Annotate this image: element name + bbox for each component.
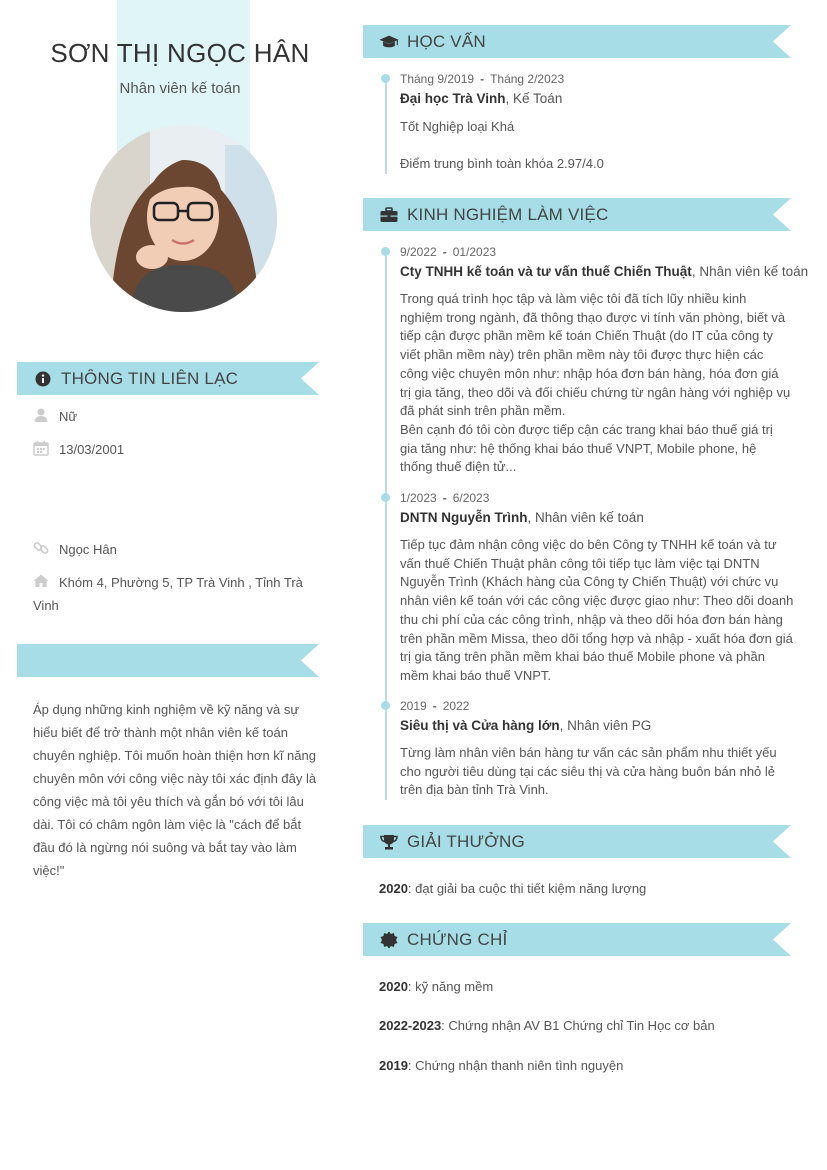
certificate-item xyxy=(379,1058,623,1073)
trophy-icon xyxy=(379,832,399,852)
job-description: Tiếp tục đảm nhận công việc do bên Công ty TNHH kế toán và tư vấn thuế Chiến Thuật phân công tôi tiếp tục làm việc tại DNTN Nguyễn Trình (Khách hàng của Công ty Chiến Thuật) với chức vụ nhân viên kế toán với các công việc được giao như: Theo dõi doanh thu chi phí của các công trình, nhập và theo dõi hóa đơn bán hàng trên phần mềm Missa, theo dõi tổng hợp và nhập - xuất hóa đơn giá trị gia tăng trên phần mềm khai báo thuế Mobile phone và phần mềm khai báo thuế VNPT. xyxy=(400,537,794,683)
certificate-item xyxy=(379,1018,715,1033)
contact-section-header xyxy=(17,362,319,395)
job-position: , Nhân viên PG xyxy=(559,718,652,733)
job-position: , Nhân viên kế toán xyxy=(527,510,644,525)
gender-row xyxy=(33,406,303,429)
user-icon xyxy=(33,407,51,429)
job-description: Từng làm nhân viên bán hàng tư vấn các sản phẩm nhu thiết yếu cho người tiêu dùng tại các siêu thị và cửa hàng buôn bán nhỏ lẻ trên địa bàn tỉnh Trà Vinh. xyxy=(400,745,777,798)
certificate-item xyxy=(379,979,493,994)
contact-section-title: THÔNG TIN LIÊN LẠC xyxy=(61,368,239,388)
objective-section-header xyxy=(17,644,319,677)
job-description-extra: Bên cạnh đó tôi còn được tiếp cận các trang khai báo thuế giá trị gia tăng như: hệ thống khai báo thuế VNPT, Mobile phone, hệ thống thuế điện tử... xyxy=(400,422,773,475)
award-year: 2020 xyxy=(379,881,408,896)
job-heading xyxy=(400,718,651,733)
job-company: Siêu thị và Cửa hàng lớn xyxy=(400,718,560,733)
candidate-name: SƠN THỊ NGỌC HÂN xyxy=(50,38,310,68)
certificate-year: 2020 xyxy=(379,979,408,994)
experience-timeline-line xyxy=(385,250,387,800)
graduation-cap-icon xyxy=(379,32,399,52)
certificate-text: : Chứng nhận AV B1 Chứng chỉ Tin Học cơ bản xyxy=(441,1018,715,1033)
education-classification: Tốt Nghiệp loại Khá xyxy=(400,119,515,134)
candidate-role: Nhân viên kế toán xyxy=(119,80,241,97)
education-section-header xyxy=(363,25,791,58)
awards-section-title: GIẢI THƯỞNG xyxy=(407,831,525,851)
calendar-icon xyxy=(33,440,51,462)
gender-value: Nữ xyxy=(59,409,78,424)
left-column xyxy=(0,0,340,1170)
certificates-section-header xyxy=(363,923,791,956)
experience-timeline-dot xyxy=(381,247,390,256)
education-section-title: HỌC VẤN xyxy=(407,31,486,51)
social-value[interactable]: Ngọc Hân xyxy=(59,542,117,557)
certificate-badge-icon xyxy=(379,930,399,950)
experience-timeline-dot xyxy=(381,493,390,502)
home-icon xyxy=(33,573,51,595)
job-date: 9/2022 - 01/2023 xyxy=(400,245,497,259)
experience-section-title: KINH NGHIỆM LÀM VIỆC xyxy=(407,204,609,224)
certificates-section-title: CHỨNG CHỈ xyxy=(407,929,508,949)
school-name: Đại học Trà Vinh xyxy=(400,91,506,106)
job-heading xyxy=(400,510,644,525)
job-heading xyxy=(400,264,808,279)
birthday-row xyxy=(33,439,303,462)
education-gpa: Điểm trung bình toàn khóa 2.97/4.0 xyxy=(400,156,604,171)
education-date: Tháng 9/2019 - Tháng 2/2023 xyxy=(400,72,565,86)
job-description: Trong quá trình học tập và làm việc tôi đã tích lũy nhiều kinh nghiệm trong ngành, đã thông thạo được vi tính văn phòng, biết và tiếp cận được phần mềm kế toán Chiến Thuật (do IT của công ty viết phần mềm này) trên phần mềm này tôi được thực hiện các công việc chuyên môn như: nhập hóa đơn bán hàng, hóa đơn giá trị gia tăng, theo dõi và đối chiếu chứng từ ngân hàng với nghiệp vụ đã phát sinh trên phần mềm. xyxy=(400,291,791,419)
education-heading xyxy=(400,91,562,106)
avatar xyxy=(90,125,277,312)
awards-section-header xyxy=(363,825,791,858)
briefcase-icon xyxy=(379,205,399,225)
education-timeline-line xyxy=(385,78,387,174)
address-row xyxy=(33,572,303,616)
job-date: 2019 - 2022 xyxy=(400,699,470,713)
info-icon xyxy=(33,369,53,389)
experience-section-header xyxy=(363,198,791,231)
address-value: Khóm 4, Phường 5, TP Trà Vinh , Tỉnh Trà Vinh xyxy=(33,575,303,613)
certificate-text: : kỹ năng mềm xyxy=(407,979,494,994)
objective-text: Áp dụng những kinh nghiệm về kỹ năng và sự hiểu biết để trở thành một nhân viên kế toán chuyên nghiệp. Tôi muốn hoàn thiện hơn kĩ năng chuyên môn với công việc này tôi xác định đây là công việc mà tôi yêu thích và gắn bó với tôi lâu dài. Tôi có châm ngôn làm việc là "cách để bắt đầu đó là ngừng nói suông và bắt tay vào làm việc!" xyxy=(33,702,317,878)
job-position: , Nhân viên kế toán xyxy=(691,264,809,279)
avatar-portrait-image xyxy=(90,125,277,312)
link-icon xyxy=(33,540,51,562)
award-text: : đạt giải ba cuộc thi tiết kiệm năng lượng xyxy=(407,881,647,896)
job-company: Cty TNHH kế toán và tư vấn thuế Chiến Thuật xyxy=(400,264,692,279)
certificate-year: 2022-2023 xyxy=(379,1018,442,1033)
social-row xyxy=(33,539,303,562)
award-item xyxy=(379,881,646,896)
certificate-year: 2019 xyxy=(379,1058,408,1073)
job-company: DNTN Nguyễn Trình xyxy=(400,510,528,525)
major-name: , Kế Toán xyxy=(505,91,563,106)
experience-timeline-dot xyxy=(381,701,390,710)
certificate-text: : Chứng nhận thanh niên tình nguyện xyxy=(407,1058,624,1073)
job-date: 1/2023 - 6/2023 xyxy=(400,491,490,505)
birthday-value: 13/03/2001 xyxy=(59,442,125,457)
education-timeline-dot xyxy=(381,74,390,83)
